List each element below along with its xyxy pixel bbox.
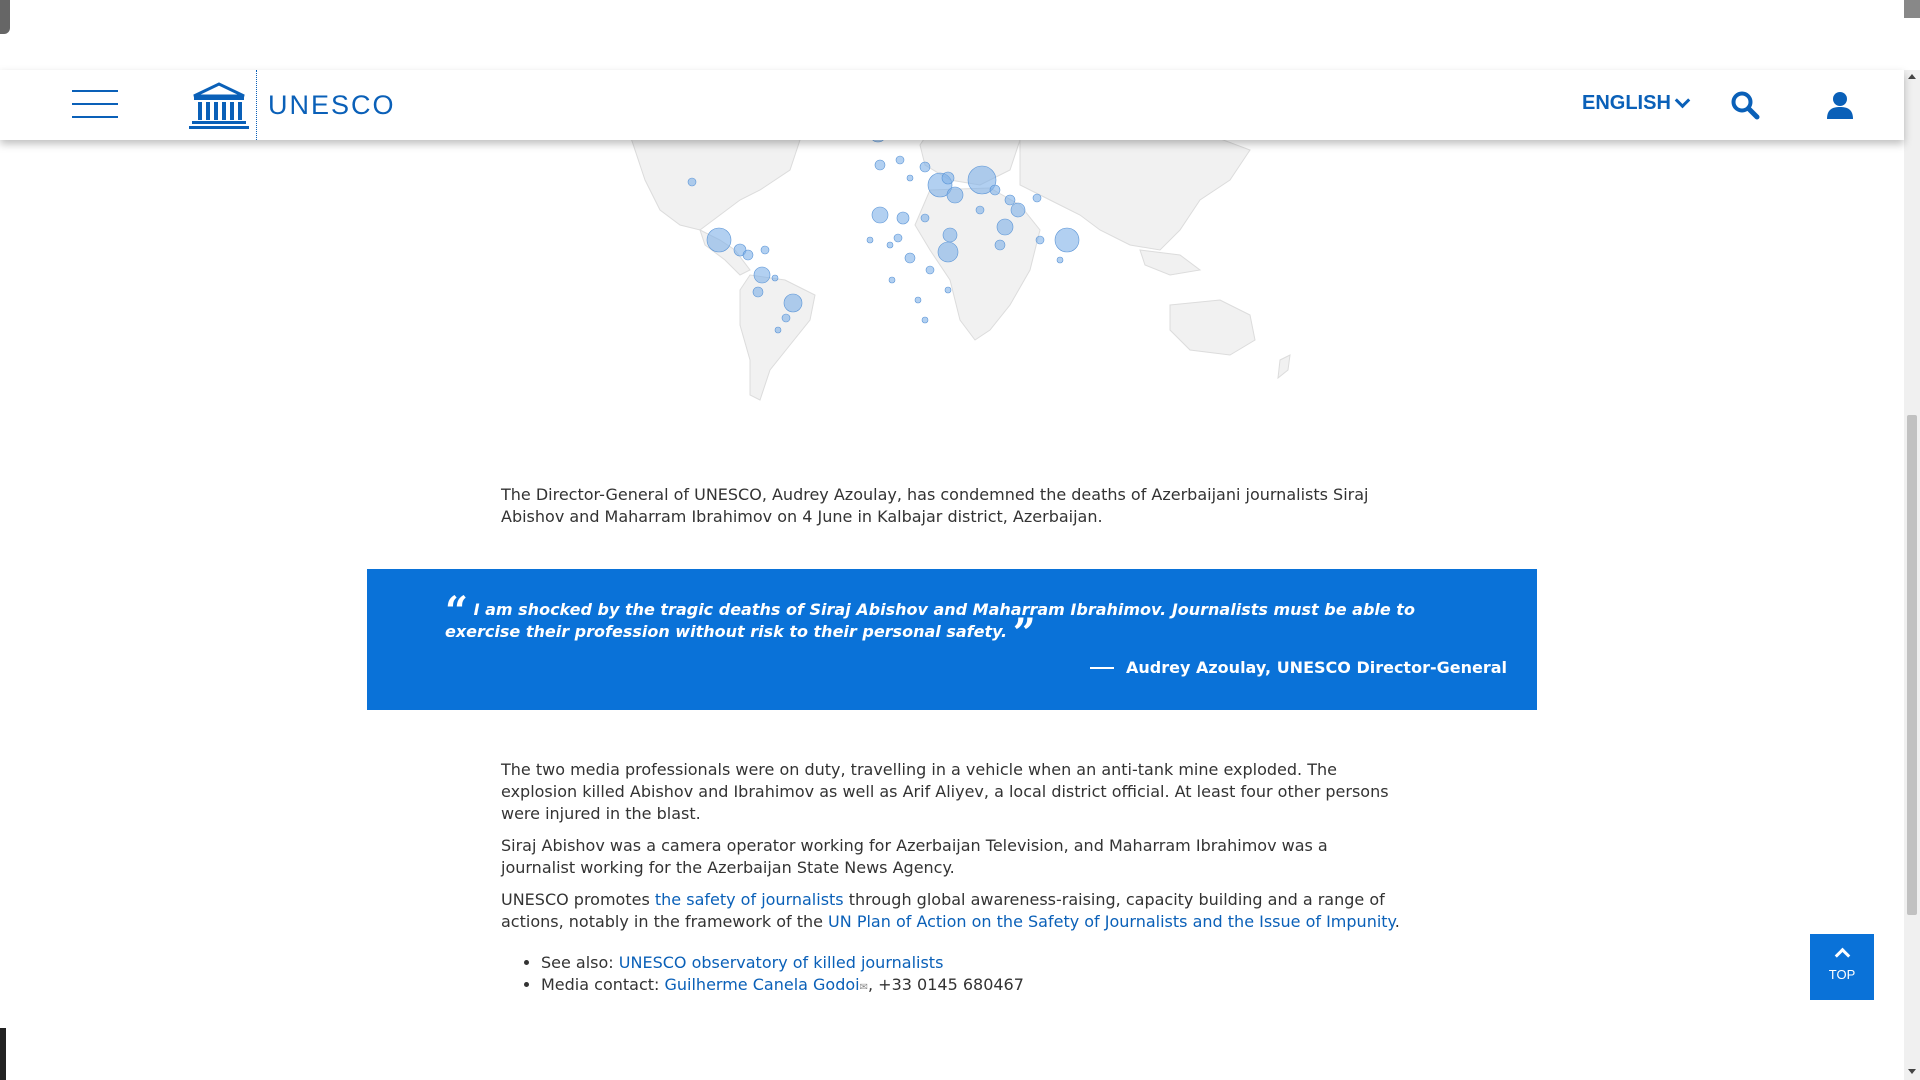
related-links-list [521, 952, 1421, 999]
back-to-top-button[interactable] [1810, 934, 1874, 1000]
language-label: ENGLISH [1582, 92, 1671, 114]
intro-paragraph: The Director-General of UNESCO, Audrey Azoulay, has condemned the deaths of Azerbaijani journalists Siraj Abishov and Maharram Ibrahimov on 4 June in Kalbajar district, Azerbaijan. [501, 485, 1369, 526]
list-item [541, 952, 1421, 974]
observatory-link[interactable]: UNESCO observatory of killed journalists [618, 953, 944, 972]
article-body [501, 759, 1401, 943]
brand-name: UNESCO [268, 89, 396, 120]
window-edge-bottom [0, 1028, 6, 1080]
text: . [1394, 912, 1400, 931]
language-selector[interactable] [1582, 92, 1688, 115]
chevron-down-icon [1675, 93, 1691, 109]
window-edge-right [1904, 0, 1920, 18]
media-contact-label: Media contact: [541, 975, 665, 994]
body-paragraph: Siraj Abishov was a camera operator working for Azerbaijan Television, and Maharram Ibrahimov was a journalist working for the Azerbaijan State News Agency. [501, 836, 1328, 877]
mail-icon: ✉ [859, 982, 868, 993]
search-icon [1730, 90, 1760, 120]
quote-text [445, 588, 1465, 657]
user-icon [1825, 90, 1855, 120]
media-phone: , +33 0145 680467 [868, 975, 1024, 994]
quote-content: I am shocked by the tragic deaths of Siraj Abishov and Maharram Ibrahimov. Journalists must be able to exercise their profession without risk to their personal safety. [445, 600, 1415, 641]
chevron-up-icon [1834, 948, 1850, 964]
media-contact-link[interactable]: Guilherme Canela Godoi [664, 975, 860, 994]
scroll-up-icon[interactable] [1908, 74, 1916, 79]
user-account-button[interactable] [1825, 90, 1855, 120]
quote-attribution [1090, 658, 1507, 677]
list-item [541, 974, 1421, 999]
text: through global awareness-raising, capacity building and a range of actions, notably in the framework of the [501, 890, 1385, 931]
world-map [600, 130, 1300, 410]
safety-of-journalists-link[interactable]: the safety of journalists [654, 890, 844, 909]
menu-icon[interactable] [72, 90, 118, 118]
quote-author: Audrey Azoulay, UNESCO Director-General [1126, 658, 1507, 677]
unesco-temple-logo [188, 80, 250, 130]
quote-block [367, 569, 1537, 710]
logo-divider [256, 70, 258, 140]
window-edge [0, 0, 10, 34]
top-label: TOP [1828, 967, 1856, 982]
scroll-thumb[interactable] [1907, 415, 1917, 915]
search-button[interactable] [1730, 90, 1760, 120]
close-quote-icon: ” [1012, 610, 1036, 657]
body-paragraph [501, 889, 1401, 933]
dash-icon [1090, 667, 1114, 669]
article-intro [501, 484, 1401, 538]
browser-top-strip [0, 0, 1904, 70]
see-also-label: See also: [541, 953, 619, 972]
un-plan-of-action-link[interactable]: UN Plan of Action on the Safety of Journalists and the Issue of Impunity [828, 912, 1395, 931]
body-paragraph: The two media professionals were on duty, travelling in a vehicle when an anti-tank mine exploded. The explosion killed Abishov and Ibrahimov as well as Arif Aliyev, a local district official. At least four other persons were injured in the blast. [501, 760, 1389, 823]
open-quote-icon: “ [445, 588, 469, 635]
page-scrollbar[interactable] [1904, 70, 1920, 1080]
scroll-down-icon[interactable] [1908, 1069, 1916, 1074]
site-header [0, 70, 1904, 140]
text: UNESCO promotes [501, 890, 655, 909]
unesco-logo[interactable] [188, 70, 396, 140]
